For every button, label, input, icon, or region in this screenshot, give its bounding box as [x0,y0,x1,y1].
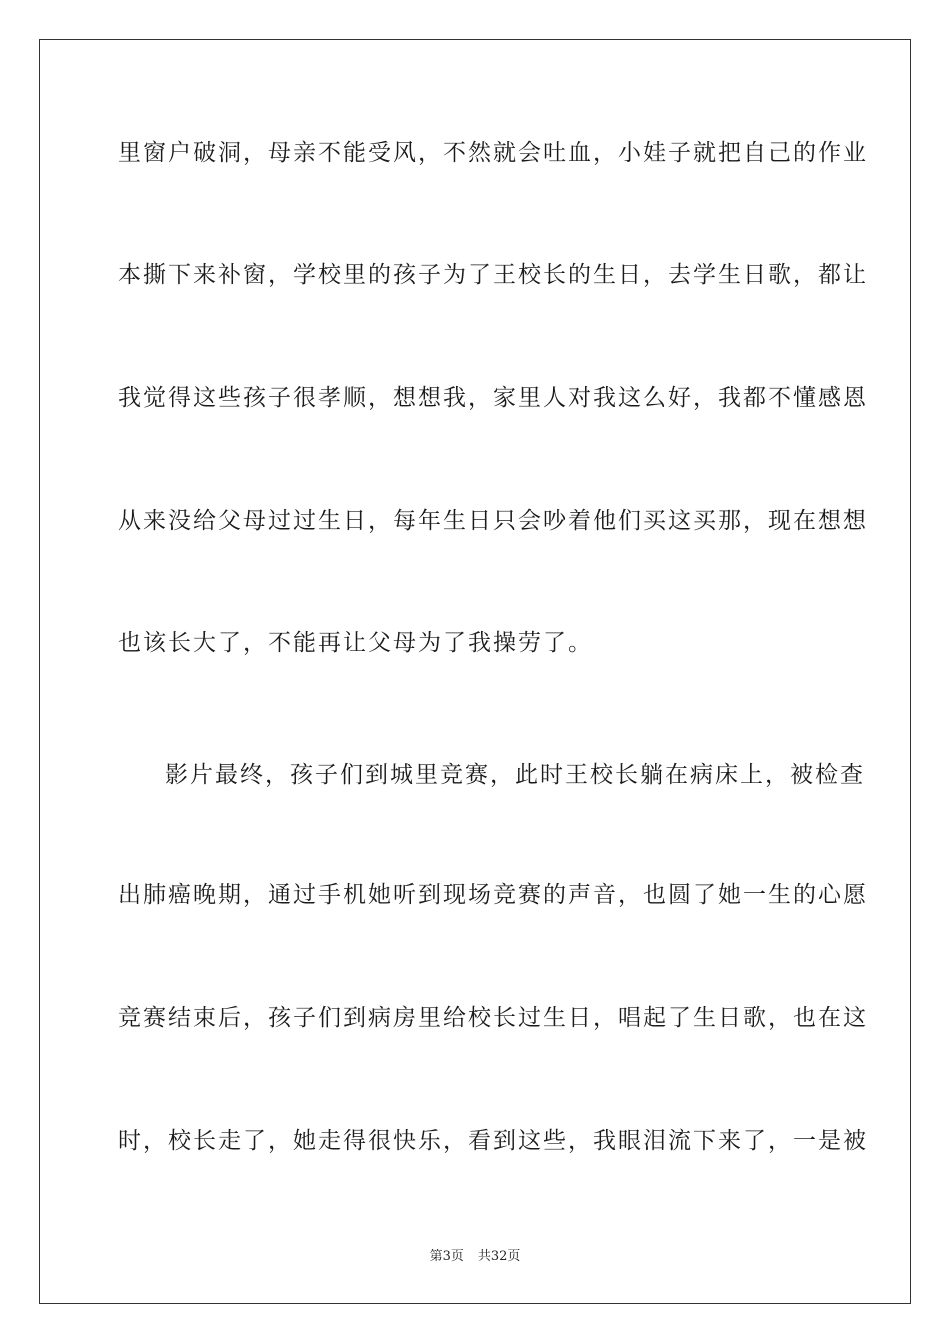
paragraph-line: 竞赛结束后，孩子们到病房里给校长过生日，唱起了生日歌，也在这 [118,1005,868,1031]
page-number-current: 第3页 [429,1249,464,1264]
paragraph-line: 出肺癌晚期，通过手机她听到现场竞赛的声音，也圆了她一生的心愿 [118,882,868,908]
paragraph-line: 时，校长走了，她走得很快乐，看到这些，我眼泪流下来了，一是被 [118,1128,868,1154]
paragraph-line: 从来没给父母过过生日，每年生日只会吵着他们买这买那，现在想想 [118,508,868,534]
paragraph-line: 本撕下来补窗，学校里的孩子为了王校长的生日，去学生日歌，都让 [118,262,868,288]
paragraph-line: 我觉得这些孩子很孝顺，想想我，家里人对我这么好，我都不懂感恩 [118,385,868,411]
page-border [39,39,911,1304]
paragraph-line: 影片最终，孩子们到城里竞赛，此时王校长躺在病床上，被检查 [165,762,865,788]
page-footer [0,1248,950,1266]
paragraph-line: 也该长大了，不能再让父母为了我操劳了。 [118,630,593,656]
page-number-total: 共32页 [477,1249,521,1264]
paragraph-line: 里窗户破洞，母亲不能受风，不然就会吐血，小娃子就把自己的作业 [118,140,868,166]
